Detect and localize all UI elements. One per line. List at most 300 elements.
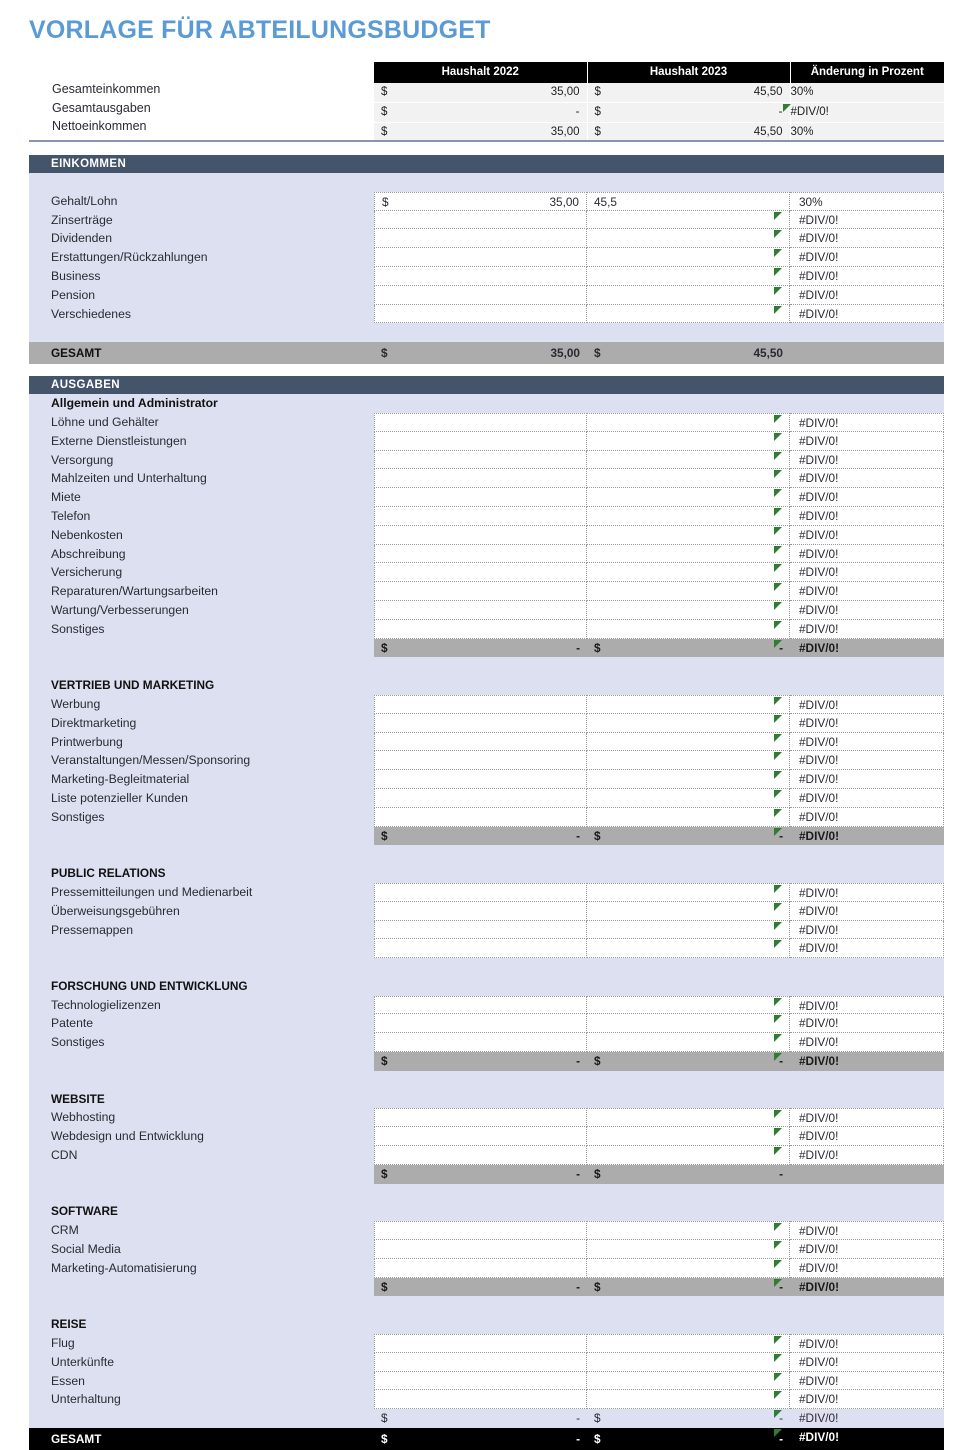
expense-cell-2023[interactable] (587, 883, 790, 902)
expense-group-title: FORSCHUNG UND ENTWICKLUNG (51, 978, 248, 993)
expense-cell-2022[interactable] (374, 545, 587, 564)
expense-cell-2022[interactable] (374, 582, 587, 601)
expense-row-cells (374, 1146, 944, 1165)
expense-cell-change (790, 1127, 944, 1146)
expense-cell-2023[interactable] (587, 620, 790, 639)
comment-marker-icon (774, 790, 782, 798)
expense-cell-2022[interactable] (374, 451, 587, 470)
subtotal-money-2023 (587, 1278, 790, 1297)
comment-marker-icon (774, 1241, 782, 1249)
expense-group (29, 977, 944, 1090)
expense-cell-2022[interactable] (374, 563, 587, 582)
expense-row-label: Sonstiges (51, 621, 105, 636)
expense-row-cells (374, 1127, 944, 1146)
expense-row-label: Marketing-Automatisierung (51, 1260, 197, 1275)
income-cell-2022[interactable] (374, 229, 587, 248)
summary-money-2022 (374, 103, 587, 122)
expense-cell-2022[interactable] (374, 1353, 587, 1372)
summary-header-2023: Haushalt 2023 (587, 62, 790, 83)
subtotal-money-2023 (587, 827, 790, 846)
currency-symbol: $ (594, 346, 601, 361)
expense-cell-change (790, 902, 944, 921)
subtotal-2023 (587, 639, 790, 658)
comment-marker-icon (774, 715, 782, 723)
expense-row-label: Sonstiges (51, 1035, 105, 1050)
expense-cell-2023[interactable] (587, 507, 790, 526)
percent-value: #DIV/0! (799, 415, 839, 430)
comment-marker-icon (774, 1128, 782, 1136)
expense-row (29, 902, 944, 921)
expense-cell-2023[interactable] (587, 432, 790, 451)
expense-row (29, 1372, 944, 1391)
amount-value: 45,50 (753, 346, 783, 361)
expense-cell-2023[interactable] (587, 1372, 790, 1391)
expense-row-cells (374, 1353, 944, 1372)
amount-value: - (779, 1411, 783, 1426)
comment-marker-icon (774, 621, 782, 629)
expense-row-label: Telefon (51, 508, 91, 523)
expense-row (29, 770, 944, 789)
expense-row-label: Abschreibung (51, 546, 126, 561)
expense-cell-2022[interactable] (374, 488, 587, 507)
comment-marker-icon (774, 602, 782, 610)
expense-cell-2023[interactable] (587, 601, 790, 620)
income-cell-change (790, 211, 944, 230)
percent-value: 30% (790, 86, 814, 99)
subtotal-change (790, 1165, 944, 1184)
percent-value: #DIV/0! (799, 640, 839, 655)
expense-subtotal-row (29, 1278, 944, 1297)
income-total-wrapper (29, 342, 944, 364)
expense-row (29, 921, 944, 940)
income-cell-2023[interactable] (587, 267, 790, 286)
currency-symbol: $ (381, 1054, 388, 1069)
subtotal-2022 (374, 639, 587, 658)
expense-cell-2022[interactable] (374, 789, 587, 808)
income-cell-change (790, 248, 944, 267)
percent-value: #DIV/0! (799, 1373, 839, 1388)
expense-cell-2023[interactable] (587, 413, 790, 432)
expense-group-title-row (29, 1202, 944, 1221)
expense-cell-2022[interactable] (374, 1014, 587, 1033)
subtotal-2022 (374, 827, 587, 846)
income-row-label: Pension (51, 287, 96, 302)
expense-row-label: Technologielizenzen (51, 997, 161, 1012)
comment-marker-icon (774, 752, 782, 760)
expense-cell-2023[interactable] (587, 1259, 790, 1278)
comment-marker-icon (774, 1223, 782, 1231)
expense-cell-2023[interactable] (587, 1221, 790, 1240)
income-total-label: GESAMT (51, 346, 102, 361)
expense-group-separator (29, 1071, 944, 1090)
percent-value: #DIV/0! (799, 508, 839, 523)
summary-cell-2022[interactable] (374, 83, 587, 102)
expense-row (29, 469, 944, 488)
expense-cell-2022[interactable] (374, 1334, 587, 1353)
currency-symbol: $ (594, 1432, 601, 1447)
income-row (29, 267, 944, 286)
percent-value: #DIV/0! (799, 1016, 839, 1031)
percent-value: #DIV/0! (799, 1279, 839, 1294)
subtotal-money-2023 (587, 1409, 790, 1428)
expense-group-title: Allgemein und Administrator (51, 396, 218, 411)
subtotal-money-2022 (374, 1052, 587, 1071)
comment-marker-icon (774, 564, 782, 572)
subtotal-2023 (587, 827, 790, 846)
expense-row-label: Social Media (51, 1242, 121, 1257)
amount-value: - (778, 105, 783, 118)
income-cell-2022[interactable] (374, 286, 587, 305)
expense-cell-2022[interactable] (374, 921, 587, 940)
expense-cell-2022[interactable] (374, 413, 587, 432)
expense-cell-2023[interactable] (587, 1127, 790, 1146)
income-row-cells (374, 229, 944, 248)
percent-value: 30% (799, 194, 823, 209)
expense-row-label: Veranstaltungen/Messen/Sponsoring (51, 753, 251, 768)
expense-cell-2022[interactable] (374, 733, 587, 752)
currency-symbol: $ (594, 640, 601, 655)
expense-cell-2022[interactable] (374, 1127, 587, 1146)
subtotal-money-2022 (374, 1409, 587, 1428)
expense-group (29, 1202, 944, 1315)
expense-subtotal-cells (374, 639, 944, 658)
currency-symbol: $ (594, 125, 601, 138)
comment-marker-icon (774, 1373, 782, 1381)
expense-cell-2022[interactable] (374, 1221, 587, 1240)
expense-cell-2023[interactable] (587, 808, 790, 827)
expense-cell-2023[interactable] (587, 902, 790, 921)
expense-row (29, 751, 944, 770)
expense-cell-change (790, 488, 944, 507)
expense-cell-change (790, 451, 944, 470)
summary-money-2023 (588, 123, 790, 142)
expense-cell-2023[interactable] (587, 1334, 790, 1353)
subtotal-change (790, 1052, 944, 1071)
expense-row-cells (374, 1259, 944, 1278)
expense-cell-2022[interactable] (374, 507, 587, 526)
expense-cell-2023[interactable] (587, 1033, 790, 1052)
expense-cell-2023[interactable] (587, 451, 790, 470)
comment-marker-icon (774, 771, 782, 779)
expense-group-title-row (29, 977, 944, 996)
summary-cell-change (790, 102, 944, 122)
expense-cell-change (790, 620, 944, 639)
percent-value: #DIV/0! (799, 621, 839, 636)
income-cell-2023[interactable] (587, 229, 790, 248)
expense-cell-2022[interactable] (374, 1390, 587, 1409)
expense-row-cells (374, 996, 944, 1015)
expense-cell-2023[interactable] (587, 714, 790, 733)
expense-cell-2023[interactable] (587, 770, 790, 789)
income-cell-2023[interactable] (587, 192, 790, 211)
expense-row-label: Pressemitteilungen und Medienarbeit (51, 884, 253, 899)
percent-value: #DIV/0! (799, 1224, 839, 1239)
expense-cell-2022[interactable] (374, 601, 587, 620)
expense-row-cells (374, 545, 944, 564)
expense-group (29, 1315, 944, 1428)
expense-cell-2022[interactable] (374, 1033, 587, 1052)
comment-marker-icon (774, 828, 782, 836)
expense-cell-change (790, 582, 944, 601)
expense-subtotal-cells (374, 1278, 944, 1297)
income-cell-2023[interactable] (587, 286, 790, 305)
expense-cell-change (790, 996, 944, 1015)
expense-cell-change (790, 751, 944, 770)
expense-cell-change (790, 1259, 944, 1278)
comment-marker-icon (774, 1053, 782, 1061)
subtotal-change (790, 827, 944, 846)
income-cell-2022[interactable] (374, 211, 587, 230)
expense-row-cells (374, 1372, 944, 1391)
expense-cell-change (790, 1108, 944, 1127)
expense-row-cells (374, 582, 944, 601)
summary-label-0: Gesamteinkommen (52, 82, 161, 96)
comment-marker-icon (774, 640, 782, 648)
expense-row-label: Nebenkosten (51, 527, 123, 542)
expense-row-cells (374, 714, 944, 733)
expense-cell-2022[interactable] (374, 996, 587, 1015)
expense-row (29, 1221, 944, 1240)
summary-cell-2023[interactable] (587, 83, 790, 102)
expense-cell-2023[interactable] (587, 733, 790, 752)
expense-row-cells (374, 1033, 944, 1052)
expense-cell-2023[interactable] (587, 996, 790, 1015)
expenses-total-change (790, 1428, 944, 1450)
comment-marker-icon (774, 1147, 782, 1155)
income-row (29, 229, 944, 248)
subtotal-money-2023 (587, 1165, 790, 1184)
percent-value: #DIV/0! (799, 903, 839, 918)
summary-cell-2023[interactable] (587, 122, 790, 141)
expense-cell-2022[interactable] (374, 526, 587, 545)
percent-value: #DIV/0! (799, 490, 839, 505)
expense-cell-2023[interactable] (587, 526, 790, 545)
income-cell-2022[interactable] (374, 267, 587, 286)
expense-row-cells (374, 695, 944, 714)
comment-marker-icon (774, 433, 782, 441)
comment-marker-icon (774, 922, 782, 930)
expense-cell-change (790, 808, 944, 827)
comment-marker-icon (774, 1429, 782, 1437)
expense-row-cells (374, 1390, 944, 1409)
expense-cell-change (790, 883, 944, 902)
expense-row-label: Pressemappen (51, 922, 133, 937)
expense-cell-2022[interactable] (374, 714, 587, 733)
income-cell-2022[interactable] (374, 248, 587, 267)
amount-value: - (576, 1054, 580, 1069)
summary-money-2023 (588, 103, 790, 122)
comment-marker-icon (774, 212, 782, 220)
expense-cell-2023[interactable] (587, 582, 790, 601)
expense-cell-2022[interactable] (374, 808, 587, 827)
expense-row-cells (374, 770, 944, 789)
expense-cell-2022[interactable] (374, 695, 587, 714)
expense-cell-2023[interactable] (587, 695, 790, 714)
comment-marker-icon (774, 940, 782, 948)
expense-cell-change (790, 1014, 944, 1033)
expense-group-separator (29, 1296, 944, 1315)
expense-row-cells (374, 601, 944, 620)
expense-cell-2022[interactable] (374, 620, 587, 639)
expense-cell-2022[interactable] (374, 902, 587, 921)
expense-cell-2023[interactable] (587, 1390, 790, 1409)
subtotal-2022 (374, 1409, 587, 1428)
expense-group-separator (29, 657, 944, 676)
expense-group (29, 394, 944, 676)
expense-cell-2023[interactable] (587, 488, 790, 507)
expense-subtotal-cells (374, 1052, 944, 1071)
expense-row-cells (374, 921, 944, 940)
subtotal-2022 (374, 1278, 587, 1297)
percent-value: #DIV/0! (799, 212, 839, 227)
expense-cell-2022[interactable] (374, 1146, 587, 1165)
expense-row (29, 714, 944, 733)
expense-subtotal-row (29, 1165, 944, 1184)
expense-cell-2023[interactable] (587, 1353, 790, 1372)
currency-symbol: $ (381, 828, 388, 843)
currency-symbol: $ (381, 1432, 388, 1447)
expense-group-title: REISE (51, 1317, 87, 1332)
comment-marker-icon (774, 268, 782, 276)
summary-money-2022 (374, 123, 587, 142)
summary-row-labels (52, 80, 160, 136)
expense-cell-2022[interactable] (374, 1372, 587, 1391)
summary-money-2022 (374, 83, 587, 102)
comment-marker-icon (774, 527, 782, 535)
expense-cell-2023[interactable] (587, 921, 790, 940)
expense-cell-2023[interactable] (587, 1146, 790, 1165)
expense-cell-2023[interactable] (587, 545, 790, 564)
expense-row-cells (374, 620, 944, 639)
income-row-label: Erstattungen/Rückzahlungen (51, 250, 208, 265)
expense-group-title: SOFTWARE (51, 1204, 118, 1219)
table-row (374, 83, 944, 102)
subtotal-change (790, 1278, 944, 1297)
expense-row-cells (374, 939, 944, 958)
percent-value: #DIV/0! (799, 433, 839, 448)
summary-cell-2022[interactable] (374, 102, 587, 122)
comment-marker-icon (783, 104, 791, 112)
expense-row-cells (374, 883, 944, 902)
expense-row-cells (374, 488, 944, 507)
amount-value: 45,50 (753, 125, 783, 138)
expense-cell-2023[interactable] (587, 563, 790, 582)
comment-marker-icon (774, 1110, 782, 1118)
expense-cell-2022[interactable] (374, 469, 587, 488)
income-cell-2023[interactable] (587, 248, 790, 267)
expense-row (29, 1353, 944, 1372)
currency-symbol: $ (594, 1054, 601, 1069)
income-cell-2022[interactable] (374, 192, 587, 211)
expense-row-label: Sonstiges (51, 809, 105, 824)
income-section (29, 155, 944, 342)
summary-label-1: Gesamtausgaben (52, 100, 151, 115)
expenses-total-cells (374, 1428, 944, 1450)
subtotal-money-2023 (587, 639, 790, 658)
comment-marker-icon (774, 903, 782, 911)
income-row-cells (374, 211, 944, 230)
comment-marker-icon (774, 1391, 782, 1399)
expense-cell-2023[interactable] (587, 939, 790, 958)
expense-cell-2022[interactable] (374, 432, 587, 451)
percent-value: #DIV/0! (799, 753, 839, 768)
expense-row-label: Versorgung (51, 452, 114, 467)
income-row (29, 286, 944, 305)
amount-value: - (779, 1054, 783, 1069)
expense-cell-2023[interactable] (587, 1108, 790, 1127)
expenses-total-money-2022 (374, 1428, 587, 1450)
expense-group-title: WEBSITE (51, 1091, 105, 1106)
expense-subtotal-cells (374, 827, 944, 846)
expense-cell-change (790, 526, 944, 545)
expense-row (29, 996, 944, 1015)
amount-value: - (575, 105, 580, 118)
expenses-total-row (29, 1428, 944, 1450)
income-row-cells (374, 248, 944, 267)
expense-cell-2022[interactable] (374, 751, 587, 770)
expense-row (29, 451, 944, 470)
expense-row-label: Unterhaltung (51, 1392, 121, 1407)
expense-cell-change (790, 770, 944, 789)
expense-cell-2023[interactable] (587, 1240, 790, 1259)
percent-value: #DIV/0! (799, 306, 839, 321)
percent-value: #DIV/0! (799, 715, 839, 730)
expense-cell-2023[interactable] (587, 751, 790, 770)
income-cell-2023[interactable] (587, 305, 790, 324)
expense-cell-2022[interactable] (374, 1108, 587, 1127)
expense-group-separator (29, 845, 944, 864)
income-row-cells (374, 192, 944, 211)
expense-row (29, 1240, 944, 1259)
income-cell-change (790, 305, 944, 324)
subtotal-change (790, 1409, 944, 1428)
percent-value: #DIV/0! (799, 1392, 839, 1407)
expense-cell-2022[interactable] (374, 770, 587, 789)
income-total-2022 (374, 342, 587, 364)
comment-marker-icon (774, 734, 782, 742)
currency-symbol: $ (381, 1166, 388, 1181)
summary-cell-2023[interactable] (587, 102, 790, 122)
expense-group-title-row (29, 394, 944, 413)
expense-cell-2023[interactable] (587, 789, 790, 808)
expense-cell-2022[interactable] (374, 1259, 587, 1278)
expense-row-label: Webhosting (51, 1110, 116, 1125)
percent-value: #DIV/0! (799, 452, 839, 467)
percent-value: #DIV/0! (799, 1337, 839, 1352)
percent-value: #DIV/0! (799, 772, 839, 787)
expense-cell-2023[interactable] (587, 1014, 790, 1033)
percent-value: #DIV/0! (799, 922, 839, 937)
expense-cell-2022[interactable] (374, 1240, 587, 1259)
expense-cell-change (790, 1372, 944, 1391)
expense-row (29, 939, 944, 958)
expenses-section-header: AUSGABEN (29, 376, 944, 394)
income-cell-2022[interactable] (374, 305, 587, 324)
expense-cell-2022[interactable] (374, 939, 587, 958)
comment-marker-icon (774, 546, 782, 554)
income-cell-2023[interactable] (587, 211, 790, 230)
expense-row (29, 582, 944, 601)
expense-cell-2023[interactable] (587, 469, 790, 488)
income-row-cells (374, 305, 944, 324)
expense-cell-2022[interactable] (374, 883, 587, 902)
expense-row-cells (374, 563, 944, 582)
currency-symbol: $ (381, 346, 388, 361)
amount-value: - (779, 1432, 783, 1447)
summary-cell-2022[interactable] (374, 122, 587, 141)
percent-value: #DIV/0! (799, 734, 839, 749)
comment-marker-icon (774, 489, 782, 497)
